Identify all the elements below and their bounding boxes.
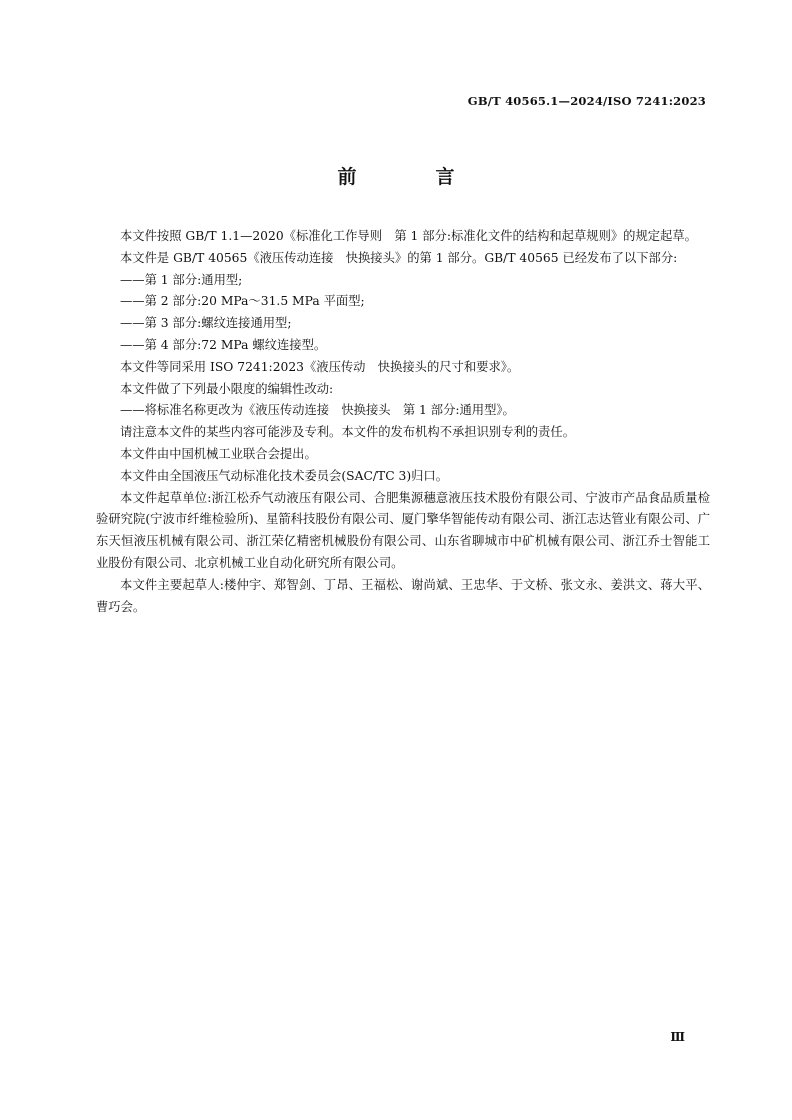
page-number: Ⅲ bbox=[670, 1030, 684, 1044]
paragraph-drafters: 本文件主要起草人:楼仲宇、郑智剑、丁昂、王福松、谢尚斌、王忠华、于文桥、张文永、姜洪文、蒋大平、曹巧会。 bbox=[96, 577, 710, 614]
paragraph-patent-notice: 请注意本文件的某些内容可能涉及专利。本文件的发布机构不承担识别专利的责任。 bbox=[120, 425, 575, 440]
paragraph-series-parts: 本文件是 GB/T 40565《液压传动连接 快换接头》的第 1 部分。GB/T 40565 已经发布了以下部分: bbox=[120, 250, 678, 265]
paragraph-proposer: 本文件由中国机械工业联合会提出。 bbox=[120, 446, 317, 461]
list-item-part-3: ——第 3 部分:螺纹连接通用型; bbox=[120, 316, 292, 331]
document-code: GB/T 40565.1—2024/ISO 7241:2023 bbox=[467, 94, 706, 108]
paragraph-editorial-intro: 本文件做了下列最小限度的编辑性改动: bbox=[120, 381, 334, 396]
paragraph-adoption: 本文件等同采用 ISO 7241:2023《液压传动 快换接头的尺寸和要求》。 bbox=[120, 359, 520, 374]
paragraph-drafting-units: 本文件起草单位:浙江松乔气动液压有限公司、合肥集源穗意液压技术股份有限公司、宁波市产品食品质量检验研究院(宁波市纤维检验所)、星箭科技股份有限公司、厦门擎华智能传动有限公司、浙江志达管业有限公司、广东天恒液压机械有限公司、浙江荣亿精密机械股份有限公司、山东省聊城市中矿机械有限公司、浙江乔士智能工业股份有限公司、北京机械工业自动化研究所有限公司。 bbox=[96, 490, 710, 570]
page-title: 前 言 bbox=[337, 166, 485, 188]
list-item-part-1: ——第 1 部分:通用型; bbox=[120, 272, 243, 287]
paragraph-drafting-rules: 本文件按照 GB/T 1.1—2020《标准化工作导则 第 1 部分:标准化文件的结构和起草规则》的规定起草。 bbox=[120, 229, 697, 243]
list-item-editorial-change: ——将标准名称更改为《液压传动连接 快换接头 第 1 部分:通用型》。 bbox=[120, 403, 515, 418]
foreword-body bbox=[96, 226, 710, 618]
list-item-part-2: ——第 2 部分:20 MPa～31.5 MPa 平面型; bbox=[120, 294, 365, 309]
paragraph-committee: 本文件由全国液压气动标准化技术委员会(SAC/TC 3)归口。 bbox=[120, 468, 449, 483]
list-item-part-4: ——第 4 部分:72 MPa 螺纹连接型。 bbox=[120, 337, 327, 352]
